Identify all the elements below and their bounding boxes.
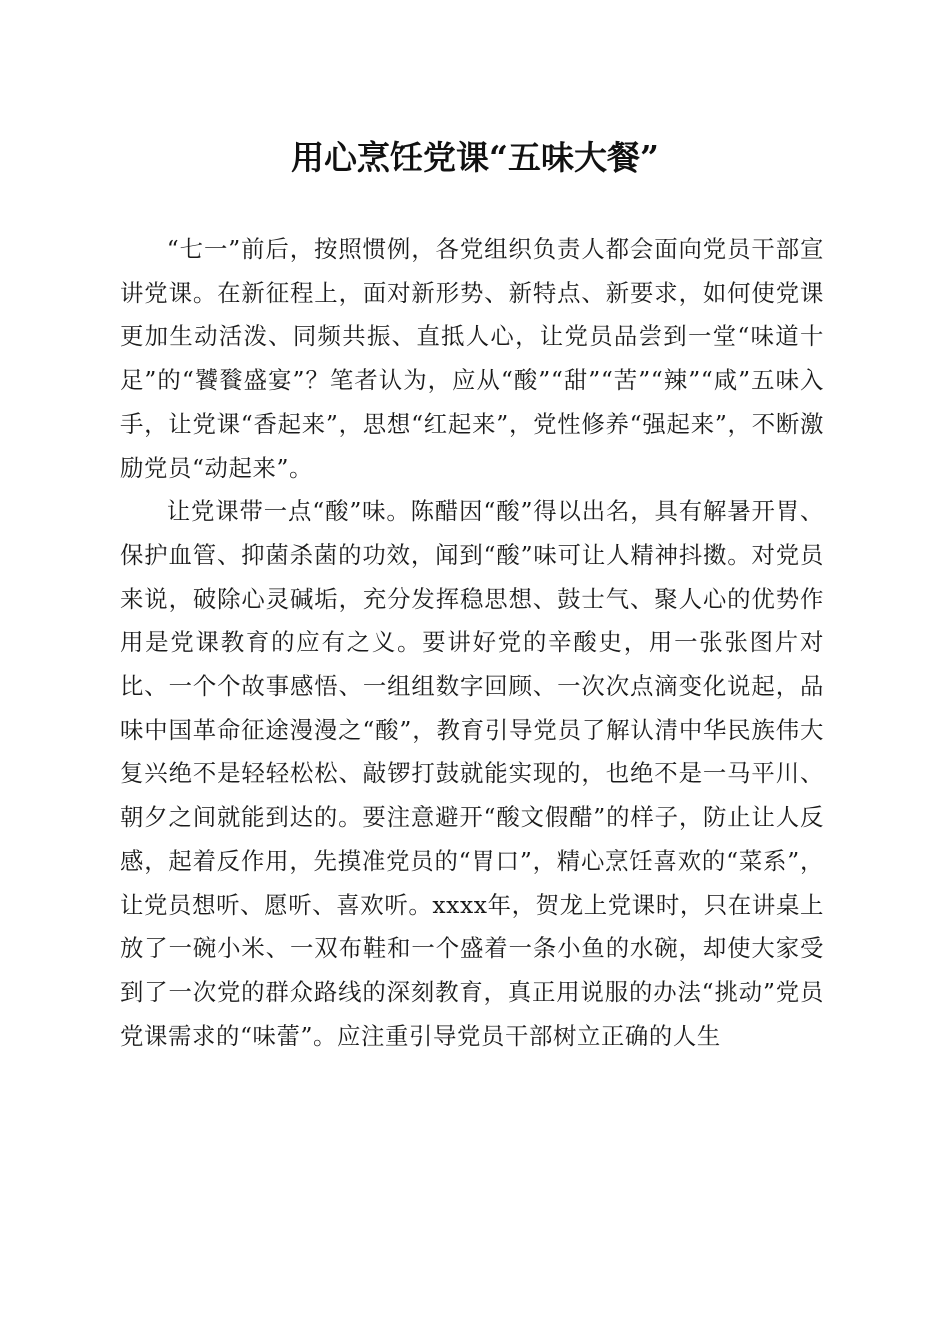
paragraph-intro: “七一”前后，按照惯例，各党组织负责人都会面向党员干部宣讲党课。在新征程上，面对新形势、新特点、新要求，如何使党课更加生动活泼、同频共振、直抵人心，让党员品尝到一堂“味道十足”的“饕餮盛宴”？笔者认为，应从“酸”“甜”“苦”“辣”“咸”五味入手，让党课“香起来”，思想“红起来”，党性修养“强起来”，不断激励党员“动起来”。 — [120, 235, 824, 482]
paragraph-sour-flavor: 让党课带一点“酸”味。陈醋因“酸”得以出名，具有解暑开胃、保护血管、抑菌杀菌的功效，闻到“酸”味可让人精神抖擞。对党员来说，破除心灵碱垢，充分发挥稳思想、鼓士气、聚人心的优势作用是党课教育的应有之义。要讲好党的辛酸史，用一张张图片对比、一个个故事感悟、一组组数字回顾、一次次点滴变化说起，品味中国革命征途漫漫之“酸”，教育引导党员了解认清中华民族伟大复兴绝不是轻轻松松、敲锣打鼓就能实现的，也绝不是一马平川、朝夕之间就能到达的。要注意避开“酸文假醋”的样子，防止让人反感，起着反作用，先摸准党员的“胃口”，精心烹饪喜欢的“菜系”，让党员想听、愿听、喜欢听。xxxx年，贺龙上党课时，只在讲桌上放了一碗小米、一双布鞋和一个盛着一条小鱼的水碗，却使大家受到了一次党的群众路线的深刻教育，真正用说服的办法“挑动”党员党课需求的“味蕾”。应注重引导党员干部树立正确的人生 — [120, 497, 824, 1050]
document-body — [120, 228, 824, 1058]
document-title: 用心烹饪党课“五味大餐” — [291, 138, 659, 177]
